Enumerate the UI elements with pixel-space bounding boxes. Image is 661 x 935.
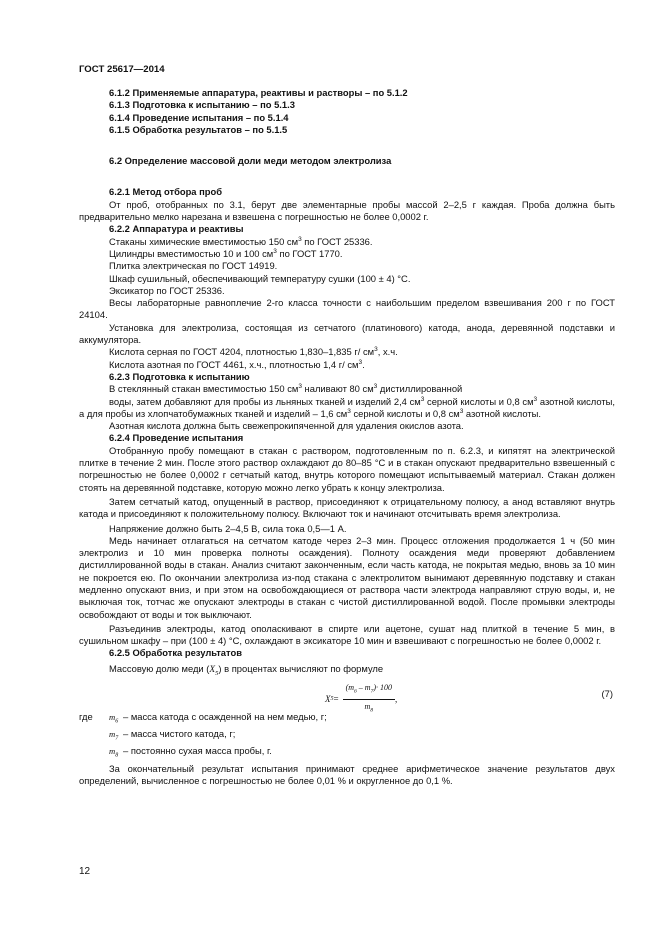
paragraph-6-2-4-d: Медь начинает отлагаться на сетчатом катоде через 2–3 мин. Процесс отложения продолжается 1 ч (50 мин электролиз и 10 мин проверка полноты осаждения). Полноту осаждения меди проверяют добавлением дистиллированной воды в стакан. Анализ считают законченным, если часть катода, не покрытая медью, вновь за 10 мин не покроется ею. По окончании электролиза из-под стакана с электролитом вынимают деревянную подставку и стакан медленно опускают вниз, и при этом на освобождающиеся от раствора части электрода направляют струю воды, и, не выключая ток, тотчас же опускают электроды в стакан с чистой дистиллированной водой. После промывки электроды освобождают от воды и ток выключают.	[79, 534, 615, 620]
where-row-m6	[79, 708, 615, 725]
apparatus-electrolysis: Установка для электролиза, состоящая из сетчатого (платинового) катода, анода, деревянной подставки и аккумулятора.	[79, 321, 615, 346]
paragraph-6-2-4-b: Затем сетчатый катод, опущенный в раствор, присоединяют к отрицательному полюсу, а анод вставляют внутрь катода и присоединяют к положительному полюсу. Включают ток и начинают отсчитывать время электролиза.	[79, 495, 615, 520]
paragraph-6-2-5: Массовую долю меди $(X_5)$ в процентах вычисляют по формуле	[109, 662, 384, 677]
paragraph-6-2-4-a: Отобранную пробу помещают в стакан с раствором, подготовленным по п. 6.2.3, и кипятят на электрической плитке в течение 2 мин. После этого раствор охлаждают до 80–85 °С и в стакан опускают предварительно взвешенный с погрешностью не более 0,0002 г сетчатый катод, внутрь которого помещают испытываемый материал. Стакан должен стоять на деревянной подставке, которую можно легко убрать к концу электролиза.	[79, 444, 615, 493]
final-result-paragraph: За окончательный результат испытания принимают среднее арифметическое значение результатов двух определений, вычисленное с погрешностью не более 0,01 % и округленное до 0,1 %.	[79, 762, 615, 787]
paragraph-6-2-4-c: Напряжение должно быть 2–4,5 В, сила тока 0,5—1 А.	[109, 522, 347, 534]
where-row-m8	[79, 742, 615, 759]
section-6-2-title: 6.2 Определение массовой доли меди методом электролиза	[109, 155, 392, 167]
where-row-m7	[79, 725, 615, 742]
section-6-1-3: 6.1.3 Подготовка к испытанию – по 5.1.3	[109, 99, 295, 111]
paragraph-6-2-3-line1: В стеклянный стакан вместимостью 150 $см^3$ наливают 80 $см^3$ дистиллированной	[109, 383, 463, 395]
apparatus-desiccator: Эксикатор по ГОСТ 25336.	[109, 284, 225, 296]
section-6-2-4-title: 6.2.4 Проведение испытания	[109, 432, 244, 444]
apparatus-beakers: Стаканы химические вместимостью 150 $см^3$ по ГОСТ 25336.	[109, 235, 373, 247]
page-content	[79, 87, 615, 788]
apparatus-scales: Весы лабораторные равноплечие 2-го класса точности с наибольшим пределом взвешивания 200 г по ГОСТ 24104.	[79, 297, 615, 321]
paragraph-6-2-3-note: Азотная кислота должна быть свежепрокипяченной для удаления окислов азота.	[109, 420, 464, 432]
reagent-nitric-acid: Кислота азотная по ГОСТ 4461, х.ч., плотностью 1,4 г/ $см^3$.	[109, 358, 365, 370]
paragraph-6-2-1: От проб, отобранных по 3.1, берут две элементарные пробы массой 2–2,5 г каждая. Проба должна быть предварительно мелко нарезана и взвешена с погрешностью не более 0,0002 г.	[79, 198, 615, 223]
section-6-2-1-title: 6.2.1 Метод отбора проб	[109, 186, 223, 198]
formula-expression: X 5 = $\frac{(m_6 - m_7)\cdot 100}{m_8}$ ,	[325, 682, 397, 717]
page-number: 12	[79, 866, 91, 877]
apparatus-oven: Шкаф сушильный, обеспечивающий температуру сушки (100 ± 4) °С.	[109, 272, 411, 284]
formula-7	[79, 682, 615, 714]
where-text: – постоянно сухая масса пробы, г.	[123, 744, 272, 756]
where-label: где	[79, 710, 93, 722]
where-text: – масса катода с осажденной на нем медью, г;	[123, 710, 327, 722]
section-6-1-5: 6.1.5 Обработка результатов – по 5.1.5	[109, 123, 288, 135]
section-6-1-2: 6.1.2 Применяемые аппаратура, реактивы и растворы – по 5.1.2	[109, 87, 408, 98]
section-6-2-3-title: 6.2.3 Подготовка к испытанию	[109, 370, 250, 382]
document-header: ГОСТ 25617—2014	[79, 64, 165, 75]
equation-number: (7)	[601, 687, 613, 699]
where-symbol: $m_7$	[109, 728, 119, 742]
apparatus-cylinders: Цилиндры вместимостью 10 и 100 $см^3$ по ГОСТ 1770.	[109, 247, 343, 259]
apparatus-hotplate: Плитка электрическая по ГОСТ 14919.	[109, 260, 278, 272]
section-6-1-4: 6.1.4 Проведение испытания – по 5.1.4	[109, 111, 289, 123]
where-symbol: $m_6$	[109, 711, 119, 725]
where-symbol: $m_8$	[109, 745, 119, 759]
where-text: – масса чистого катода, г;	[123, 727, 236, 739]
section-6-2-2-title: 6.2.2 Аппаратура и реактивы	[109, 223, 244, 235]
reagent-sulfuric-acid: Кислота серная по ГОСТ 4204, плотностью 1,830–1,835 г/ $см^3$, х.ч.	[109, 346, 398, 358]
section-6-2-5-title: 6.2.5 Обработка результатов	[109, 647, 242, 659]
paragraph-6-2-3-body: воды, затем добавляют для пробы из льняных тканей и изделий 2,4 $см^3$ серной кислоты и 0,8 $см^3$ азотной кислоты, а для пробы из хлопчатобумажных тканей и изделий – 1,6 $см^3$ серной кислоты и 0,8 $см^3$ азотной кислоты.	[79, 395, 615, 419]
formula-fraction: $\frac{(m_6 - m_7)\cdot 100}{m_8}$	[343, 682, 395, 717]
paragraph-6-2-4-e: Разъединив электроды, катод ополаскивают в спирте или ацетоне, сушат над плиткой в течение 5 мин, в сушильном шкафу – при (100 ± 4) °С, охлаждают в эксикаторе 10 мин и взвешивают с погрешностью не более 0,0002 г.	[79, 622, 615, 647]
